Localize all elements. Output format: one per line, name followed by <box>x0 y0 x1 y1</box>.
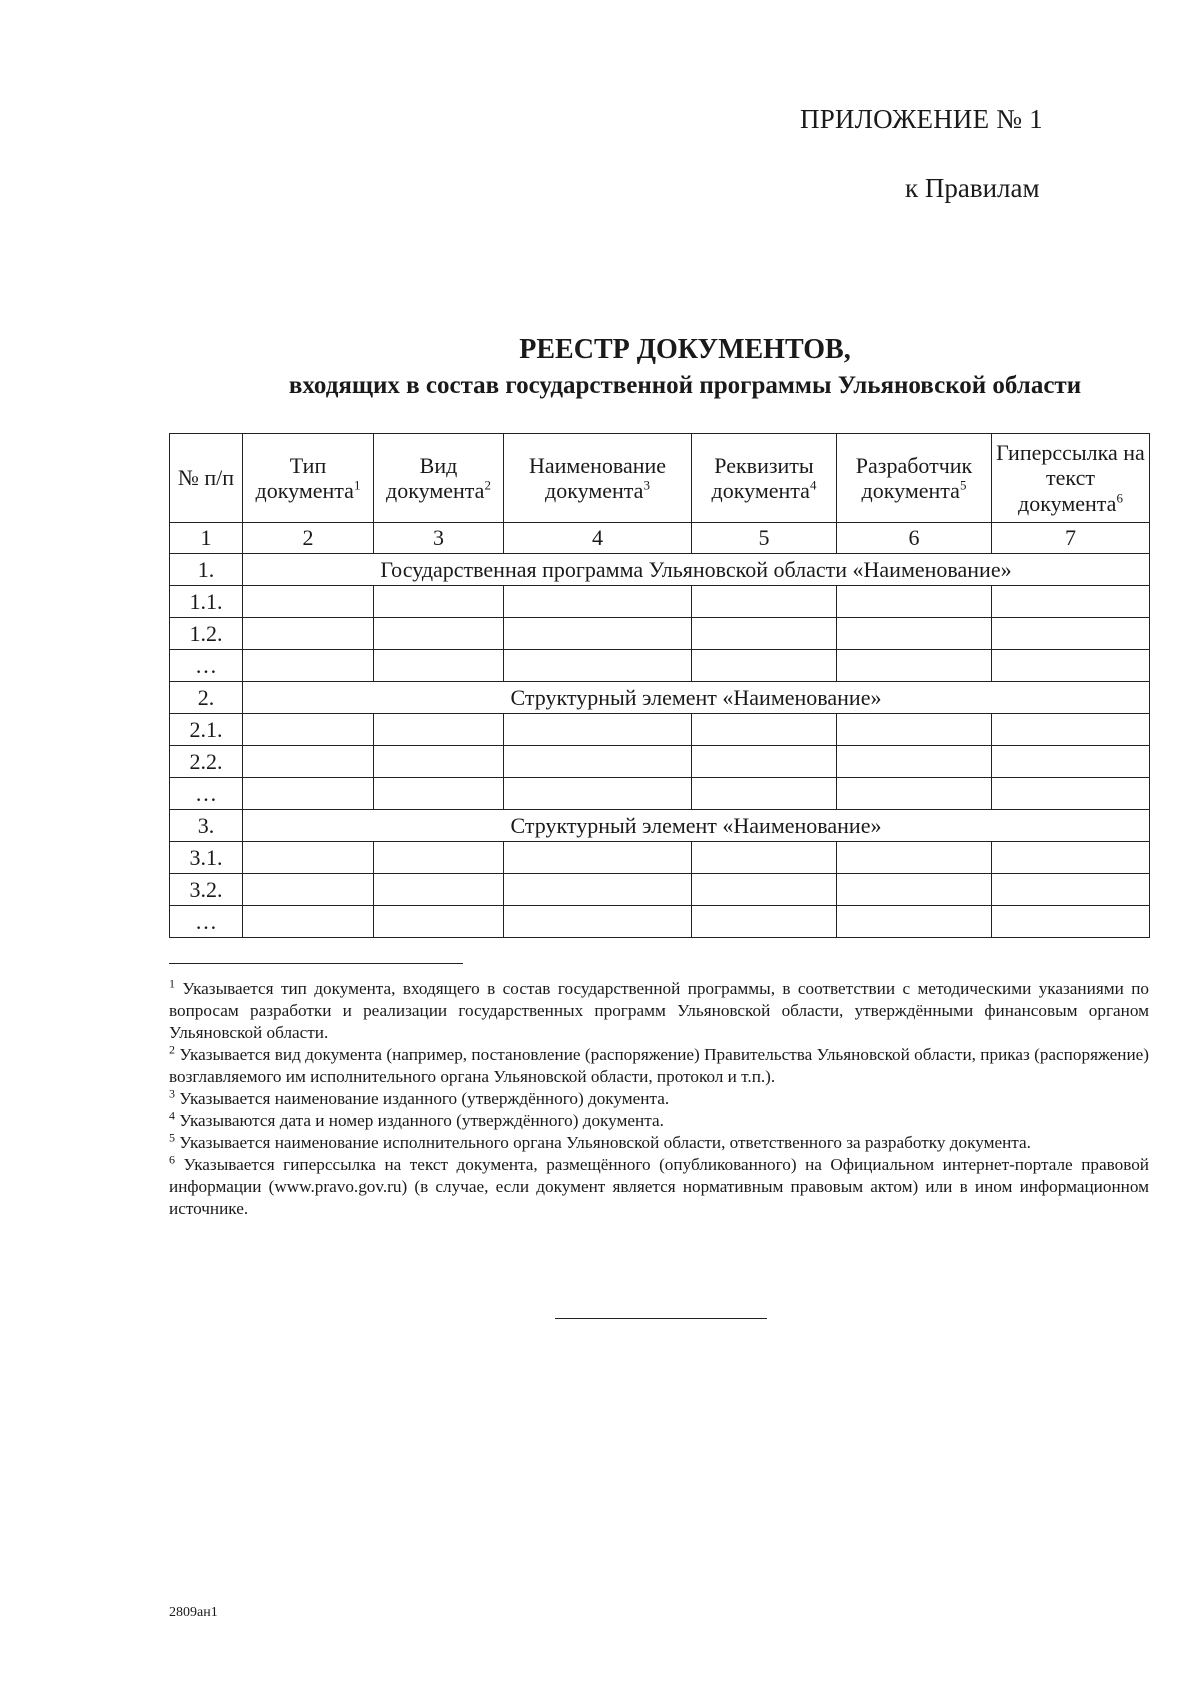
empty-cell <box>504 746 692 778</box>
empty-cell <box>837 650 992 682</box>
row-number: … <box>170 906 243 938</box>
end-separator <box>555 1318 767 1319</box>
document-subtitle: входящих в состав государственной программы Ульяновской области <box>288 372 1082 399</box>
empty-cell <box>374 714 504 746</box>
empty-cell <box>992 842 1150 874</box>
table-row <box>170 586 1150 618</box>
row-number: 3. <box>170 810 243 842</box>
footnote-text: Указывается вид документа (например, постановление (распоряжение) Правительства Ульяновской области, приказ (распоряжение) возглавляемого им исполнительного органа Ульяновской области, протокол и т.п.). <box>169 1045 1149 1086</box>
column-number-row <box>170 523 1150 554</box>
footnote-number: 4 <box>169 1108 175 1123</box>
column-header-1 <box>170 434 243 523</box>
empty-cell <box>504 906 692 938</box>
footnote-number: 1 <box>169 976 175 991</box>
empty-cell <box>692 906 837 938</box>
empty-cell <box>992 650 1150 682</box>
section-title: Структурный элемент «Наименование» <box>243 682 1150 714</box>
empty-cell <box>837 586 992 618</box>
empty-cell <box>243 618 374 650</box>
empty-cell <box>374 906 504 938</box>
footnote-marker: 4 <box>809 477 817 493</box>
empty-cell <box>692 746 837 778</box>
table-row <box>170 842 1150 874</box>
footnote-number: 6 <box>169 1152 175 1167</box>
row-number: 3.2. <box>170 874 243 906</box>
row-number: 2.2. <box>170 746 243 778</box>
empty-cell <box>374 778 504 810</box>
footnote-marker: 1 <box>353 477 361 493</box>
empty-cell <box>992 618 1150 650</box>
empty-cell <box>692 714 837 746</box>
column-number: 6 <box>837 523 992 554</box>
empty-cell <box>837 842 992 874</box>
section-title: Государственная программа Ульяновской области «Наименование» <box>243 554 1150 586</box>
table-row <box>170 874 1150 906</box>
empty-cell <box>243 842 374 874</box>
footnote-4 <box>169 1110 1149 1132</box>
empty-cell <box>504 842 692 874</box>
empty-cell <box>992 746 1150 778</box>
empty-cell <box>374 842 504 874</box>
row-number: 1. <box>170 554 243 586</box>
column-number: 5 <box>692 523 837 554</box>
row-number: … <box>170 650 243 682</box>
column-number: 2 <box>243 523 374 554</box>
annex-subtitle: к Правилам <box>905 173 1040 203</box>
empty-cell <box>692 778 837 810</box>
column-header-7 <box>992 434 1150 523</box>
footnote-number: 2 <box>169 1042 175 1057</box>
row-number: 2. <box>170 682 243 714</box>
table-row <box>170 618 1150 650</box>
empty-cell <box>837 714 992 746</box>
empty-cell <box>504 778 692 810</box>
empty-cell <box>374 746 504 778</box>
footnote-1 <box>169 978 1149 1044</box>
table-row <box>170 714 1150 746</box>
footnote-marker: 2 <box>484 477 491 493</box>
section-row <box>170 554 1150 586</box>
empty-cell <box>992 874 1150 906</box>
column-header-label: Реквизиты документа <box>711 452 814 503</box>
empty-cell <box>243 906 374 938</box>
empty-cell <box>374 874 504 906</box>
column-header-label: Гиперссылка на текст документа <box>996 440 1145 516</box>
empty-cell <box>837 618 992 650</box>
empty-cell <box>692 618 837 650</box>
footnote-separator <box>169 963 463 964</box>
row-number: … <box>170 778 243 810</box>
empty-cell <box>992 906 1150 938</box>
footnote-text: Указывается наименование исполнительного органа Ульяновской области, ответственного за разработку документа. <box>179 1133 1031 1152</box>
column-header-6 <box>837 434 992 523</box>
footnote-number: 5 <box>169 1130 175 1145</box>
empty-cell <box>837 906 992 938</box>
empty-cell <box>837 778 992 810</box>
document-title: РЕЕСТР ДОКУМЕНТОВ, <box>519 334 851 365</box>
footnote-text: Указываются дата и номер изданного (утверждённого) документа. <box>179 1111 664 1130</box>
footnotes <box>169 978 1149 1220</box>
document-code: 2809ан1 <box>169 1605 218 1620</box>
row-number: 1.2. <box>170 618 243 650</box>
footnote-text: Указывается тип документа, входящего в состав государственной программы, в соответствии с методическими указаниями по вопросам разработки и реализации государственных программ Ульяновской области, утверждёнными финансовым органом Ульяновской области. <box>169 979 1150 1042</box>
table-row <box>170 746 1150 778</box>
column-header-3 <box>374 434 504 523</box>
column-header-label: Наименование документа <box>528 452 667 503</box>
section-title: Структурный элемент «Наименование» <box>243 810 1150 842</box>
column-number: 7 <box>992 523 1150 554</box>
footnote-number: 3 <box>169 1086 175 1101</box>
empty-cell <box>504 874 692 906</box>
column-header-4 <box>504 434 692 523</box>
empty-cell <box>243 586 374 618</box>
footnote-marker: 6 <box>1116 490 1123 506</box>
column-header-label: Вид документа <box>386 452 485 503</box>
empty-cell <box>374 650 504 682</box>
annex-title: ПРИЛОЖЕНИЕ № 1 <box>800 104 1043 134</box>
footnote-6 <box>169 1154 1149 1220</box>
empty-cell <box>992 778 1150 810</box>
empty-cell <box>692 874 837 906</box>
empty-cell <box>692 586 837 618</box>
footnote-marker: 3 <box>643 477 650 493</box>
empty-cell <box>243 746 374 778</box>
empty-cell <box>243 874 374 906</box>
section-row <box>170 682 1150 714</box>
footnote-5 <box>169 1132 1149 1154</box>
empty-cell <box>837 746 992 778</box>
empty-cell <box>992 714 1150 746</box>
empty-cell <box>504 618 692 650</box>
row-number: 2.1. <box>170 714 243 746</box>
column-header-label: № п/п <box>177 465 235 491</box>
column-number: 4 <box>504 523 692 554</box>
empty-cell <box>504 714 692 746</box>
row-number: 1.1. <box>170 586 243 618</box>
footnote-text: Указывается наименование изданного (утверждённого) документа. <box>179 1089 670 1108</box>
column-number: 1 <box>170 523 243 554</box>
footnote-marker: 5 <box>959 477 967 493</box>
table-header-row <box>170 434 1150 523</box>
table-row <box>170 650 1150 682</box>
column-header-label: Тип документа <box>255 452 354 503</box>
column-number: 3 <box>374 523 504 554</box>
footnote-3 <box>169 1088 1149 1110</box>
table-row <box>170 778 1150 810</box>
table-row <box>170 906 1150 938</box>
row-number: 3.1. <box>170 842 243 874</box>
empty-cell <box>374 586 504 618</box>
empty-cell <box>243 650 374 682</box>
column-header-2 <box>243 434 374 523</box>
column-header-label: Разработчик документа <box>855 452 973 503</box>
empty-cell <box>692 650 837 682</box>
empty-cell <box>374 618 504 650</box>
registry-table <box>169 433 1150 938</box>
empty-cell <box>692 842 837 874</box>
empty-cell <box>504 586 692 618</box>
empty-cell <box>243 778 374 810</box>
empty-cell <box>243 714 374 746</box>
empty-cell <box>837 874 992 906</box>
column-header-5 <box>692 434 837 523</box>
empty-cell <box>992 586 1150 618</box>
empty-cell <box>504 650 692 682</box>
section-row <box>170 810 1150 842</box>
footnote-text: Указывается гиперссылка на текст документа, размещённого (опубликованного) на Официальном интернет-портале правовой информации (www.pravo.gov.ru) (в случае, если документ является нормативным правовым актом) или в ином информационном источнике. <box>169 1155 1149 1218</box>
table-body <box>170 554 1150 938</box>
footnote-2 <box>169 1044 1149 1088</box>
